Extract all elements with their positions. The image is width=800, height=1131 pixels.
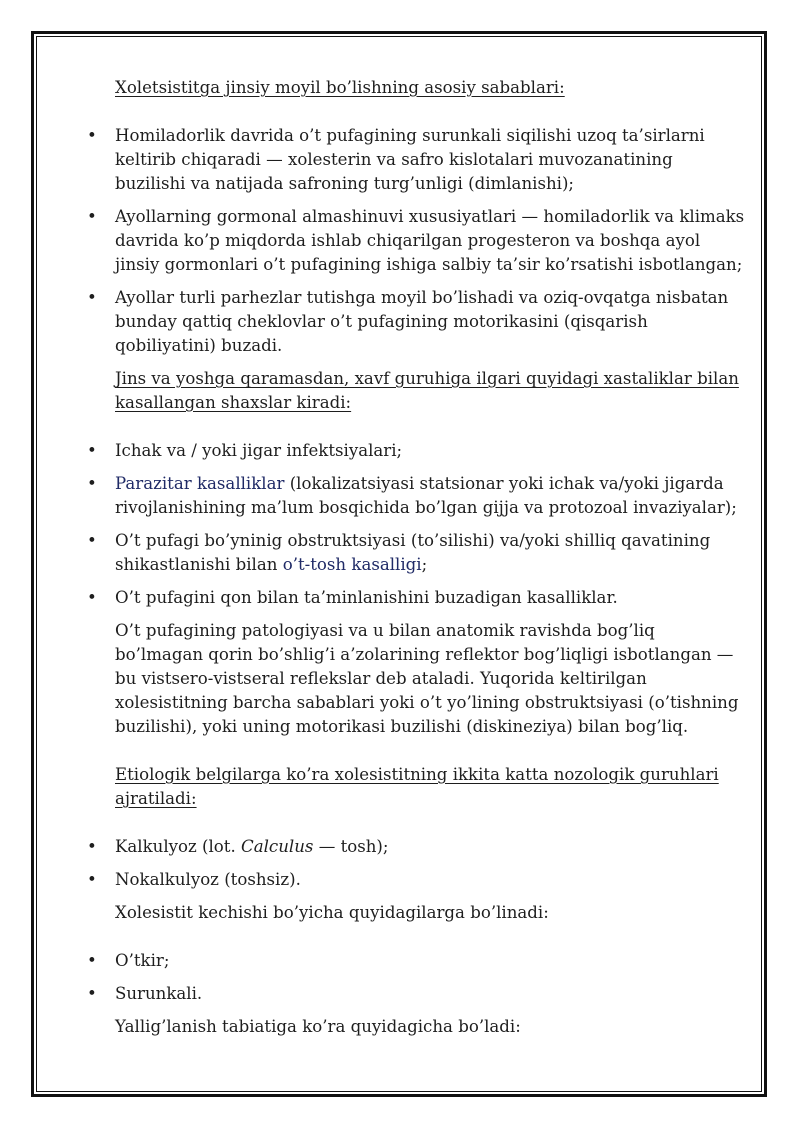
list-item: • Nokalkulyoz (toshsiz). xyxy=(87,868,747,892)
bullet-icon: • xyxy=(87,837,97,856)
list-item: • Ayollarning gormonal almashinuvi xususiyatlari — homiladorlik va klimaks davrida ko’p miqdorda ishlab chiqarilgan progesteron va boshqa ayol jinsiy gormonlari o’t pufagining ishiga salbiy ta’sir ko’rsatishi isbotlangan; xyxy=(87,207,745,274)
course-paragraph: Xolesistit kechishi bo’yicha quyidagilarga bo’linadi: xyxy=(115,903,549,922)
list-item: • Ayollar turli parhezlar tutishga moyil bo’lishadi va oziq-ovqatga nisbatan bunday qattiq cheklovlar o’t pufagining motorikasini (qisqarish qobiliyatini) buzadi. xyxy=(87,288,729,355)
list-item: • Homiladorlik davrida o’t pufagining surunkali siqilishi uzoq ta’sirlarni keltirib chiqaradi — xolesterin va safro kislotalari muvozanatining buzilishi va natijada safroning turg’unligi (dimlanishi); xyxy=(87,126,705,193)
bullet-icon: • xyxy=(87,126,97,145)
bullet-icon: • xyxy=(87,984,97,1003)
bullet-icon: • xyxy=(87,870,97,889)
section-heading-etiology: Etiologik belgilarga ko’ra xolesistitning ikkita katta nozologik guruhlari ajratiladi: xyxy=(115,765,719,808)
gallstone-disease-link[interactable]: o’t-tosh kasalligi xyxy=(282,555,422,574)
etiology-list xyxy=(87,835,747,892)
list-item: • Surunkali. xyxy=(87,982,747,1006)
parasitic-diseases-link[interactable]: Parazitar kasalliklar xyxy=(115,474,285,493)
viscero-visceral-paragraph: O’t pufagining patologiyasi va u bilan anatomik ravishda bog’liq bo’lmagan qorin bo’shlig’i a’zolarining reflektor bog’liqligi isbotlangan — bu vistsero-vistseral reflekslar deb ataladi. Yuqorida keltirilgan xolesistitning barcha sabablari yoki o’t yo’lining obstruktsiyasi (o’tishning buzilishi), yoki uning motorikasi buzilishi (diskineziya) bilan bog’liq. xyxy=(115,621,739,736)
list-item: • Kalkulyoz (lot. Calculus — tosh); xyxy=(87,835,747,859)
bullet-icon: • xyxy=(87,588,97,607)
document-body xyxy=(87,76,747,1048)
list-item: • Parazitar kasalliklar (lokalizatsiyasi statsionar yoki ichak va/yoki jigarda rivojlanishining ma’lum bosqichida bo’lgan gijja va protozoal invaziyalar); xyxy=(87,474,737,517)
section-heading-risk-group: Jins va yoshga qaramasdan, xavf guruhiga ilgari quyidagi xastaliklar bilan kasallangan shaxslar kiradi: xyxy=(115,369,739,412)
course-list xyxy=(87,949,747,1006)
predisposition-list xyxy=(87,124,747,358)
inflammation-paragraph: Yallig’lanish tabiatiga ko’ra quyidagicha bo’ladi: xyxy=(115,1017,521,1036)
bullet-icon: • xyxy=(87,531,97,550)
list-item: • O’tkir; xyxy=(87,949,747,973)
bullet-icon: • xyxy=(87,207,97,226)
section-heading-predisposition: Xoletsistitga jinsiy moyil bo’lishning asosiy sabablari: xyxy=(115,78,565,97)
list-item: • O’t pufagi bo’yninig obstruktsiyasi (to’silishi) va/yoki shilliq qavatining shikastlanishi bilan o’t-tosh kasalligi; xyxy=(87,531,711,574)
risk-group-list xyxy=(87,439,747,610)
list-item: • O’t pufagini qon bilan ta’minlanishini buzadigan kasalliklar. xyxy=(87,586,747,610)
bullet-icon: • xyxy=(87,288,97,307)
bullet-icon: • xyxy=(87,441,97,460)
bullet-icon: • xyxy=(87,951,97,970)
list-item: • Ichak va / yoki jigar infektsiyalari; xyxy=(87,439,747,463)
bullet-icon: • xyxy=(87,474,97,493)
